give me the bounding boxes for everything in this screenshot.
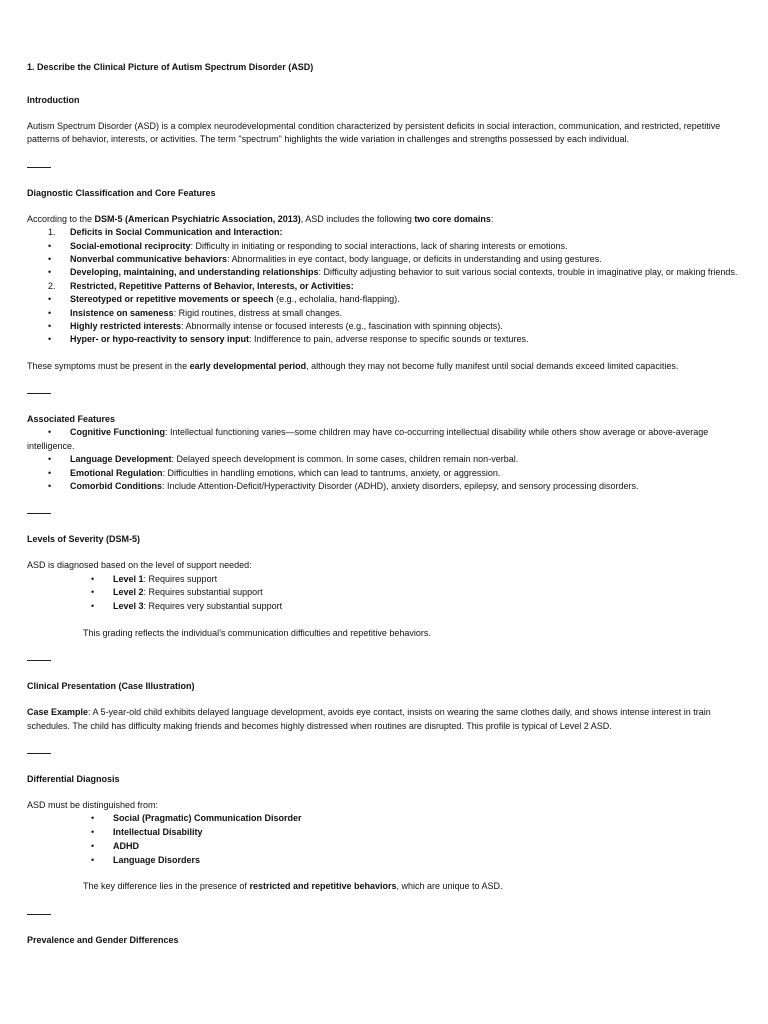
list-item: • Highly restricted interests: Abnormally intense or focused interests (e.g., fascination with spinning objects). — [48, 321, 503, 332]
list-item: • ADHD — [91, 840, 139, 851]
document-page — [27, 61, 743, 947]
diagnostic-closing: These symptoms must be present in the early developmental period, although they may not become fully manifest until social demands exceed limited capacities. — [27, 360, 679, 371]
list-item: • Language Development: Delayed speech development is common. In some cases, children remain non-verbal. — [48, 454, 519, 465]
list-item: • Level 1: Requires support — [91, 573, 218, 584]
differential-lead: ASD must be distinguished from: — [27, 800, 159, 811]
diagnostic-heading: Diagnostic Classification and Core Features — [27, 187, 216, 198]
list-item: • Insistence on sameness: Rigid routines, distress at small changes. — [48, 307, 343, 318]
list-item: • Social (Pragmatic) Communication Disorder — [91, 813, 302, 824]
document-title: 1. Describe the Clinical Picture of Autism Spectrum Disorder (ASD) — [27, 62, 314, 72]
differential-note: The key difference lies in the presence of restricted and repetitive behaviors, which are unique to ASD. — [83, 881, 503, 892]
severity-heading: Levels of Severity (DSM-5) — [27, 534, 141, 545]
list-item: • Intellectual Disability — [91, 827, 203, 838]
list-item: • Social-emotional reciprocity: Difficulty in initiating or responding to social interactions, lack of sharing interests or emotions. — [48, 240, 568, 251]
domain-2-item: 2. Restricted, Repetitive Patterns of Behavior, Interests, or Activities: — [48, 280, 354, 291]
domain-1-item: 1. Deficits in Social Communication and Interaction: — [48, 227, 283, 238]
list-item: • Language Disorders — [91, 854, 201, 865]
intro-paragraph: Autism Spectrum Disorder (ASD) is a complex neurodevelopmental condition characterized by persistent deficits in social interaction, communication, and restricted, repetitive patterns of behavior, interests, or activities. The term "spectrum" highlights the wide variation in challenges and strengths possessed by each individual. — [27, 121, 721, 145]
prevalence-heading: Prevalence and Gender Differences — [27, 934, 179, 945]
case-example-paragraph: Case Example: A 5-year-old child exhibits delayed language development, avoids eye contact, insists on wearing the same clothes daily, and shows intense interest in train schedules. The child has difficulty making friends and becomes highly distressed when routines are disrupted. This profile is typical of Level 2 ASD. — [27, 707, 711, 731]
intro-heading: Introduction — [27, 95, 80, 105]
clinical-heading: Clinical Presentation (Case Illustration) — [27, 681, 195, 692]
list-item: • Cognitive Functioning: Intellectual functioning varies—some children may have co-occurring intellectual disability while others show average or above-average intelligence. — [27, 427, 709, 451]
list-item: • Nonverbal communicative behaviors: Abnormalities in eye contact, body language, or deficits in understanding and using gestures. — [48, 254, 602, 265]
severity-note: This grading reflects the individual’s communication difficulties and repetitive behaviors. — [83, 627, 431, 638]
list-item: • Hyper- or hypo-reactivity to sensory input: Indifference to pain, adverse response to specific sounds or textures. — [48, 334, 529, 345]
diagnostic-lead: According to the DSM-5 (American Psychiatric Association, 2013), ASD includes the following two core domains: — [27, 213, 494, 224]
list-item: • Emotional Regulation: Difficulties in handling emotions, which can lead to tantrums, anxiety, or aggression. — [48, 467, 501, 478]
list-item: • Comorbid Conditions: Include Attention-Deficit/Hyperactivity Disorder (ADHD), anxiety disorders, epilepsy, and sensory processing disorders. — [48, 480, 639, 491]
list-item: • Level 3: Requires very substantial support — [91, 601, 283, 612]
associated-heading: Associated Features — [27, 414, 116, 425]
list-item: • Developing, maintaining, and understanding relationships: Difficulty adjusting behavior to suit various social contexts, trouble in imaginative play, or making friends. — [48, 267, 738, 278]
severity-lead: ASD is diagnosed based on the level of support needed: — [27, 560, 252, 571]
list-item: • Level 2: Requires substantial support — [91, 587, 263, 598]
differential-heading: Differential Diagnosis — [27, 774, 120, 785]
list-item: • Stereotyped or repetitive movements or speech (e.g., echolalia, hand-flapping). — [48, 294, 400, 305]
